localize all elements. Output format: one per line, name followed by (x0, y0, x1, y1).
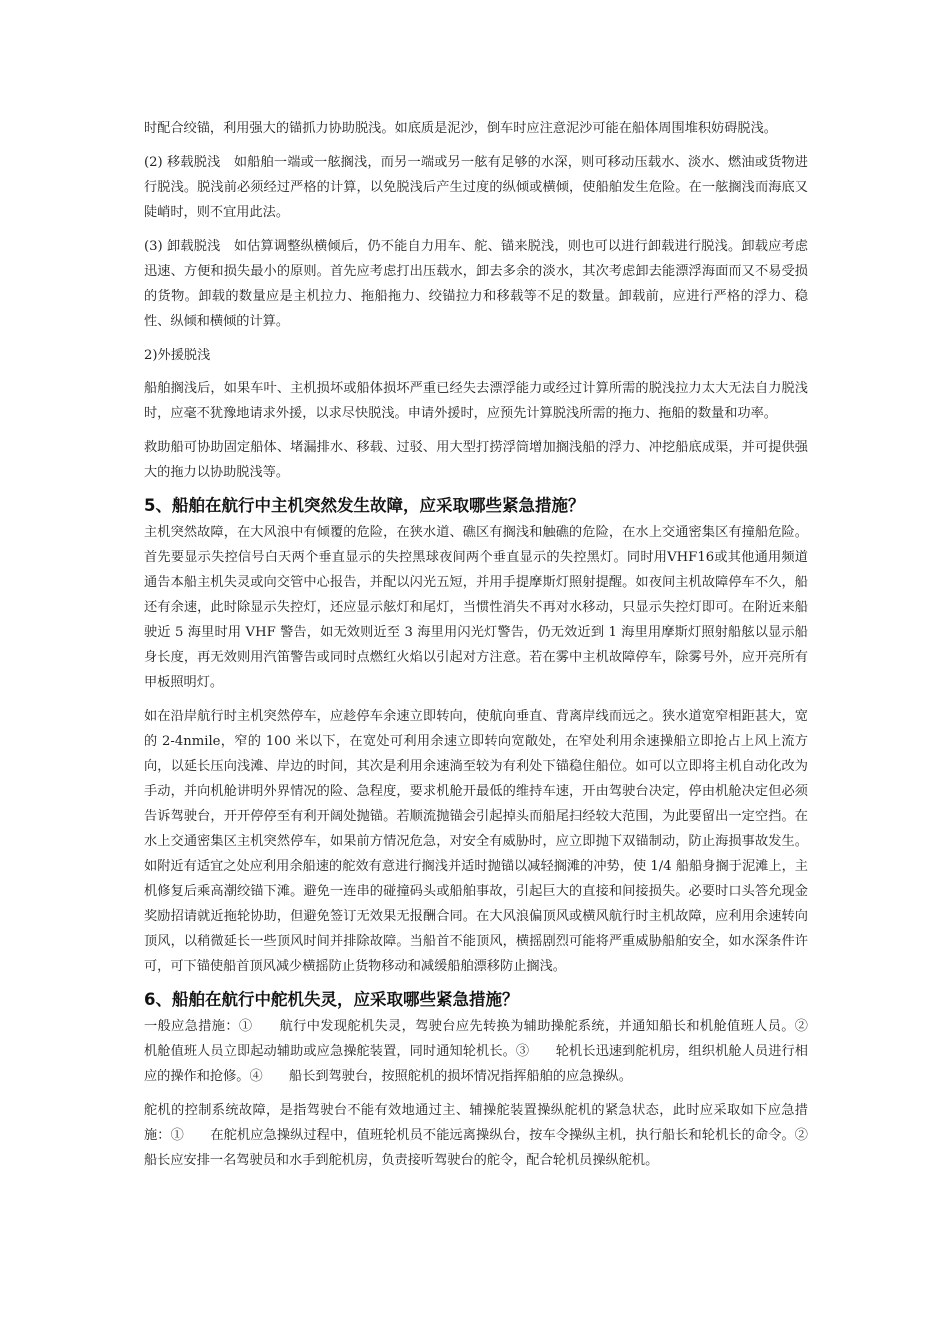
paragraph-continuation: 时配合绞锚，利用强大的锚抓力协助脱浅。如底质是泥沙，倒车时应注意泥沙可能在船体周围堆积妨碍脱浅。 (144, 121, 777, 136)
paragraph-load-shift-refloat: (2) 移载脱浅 如船舶一端或一舷搁浅，而另一端或另一舷有足够的水深，则可移动压载水、淡水、燃油或货物进行脱浅。脱浅前必须经过严格的计算，以免脱浅后产生过度的纵倾或横倾，使船舶发生危险。在一舷搁浅而海底又陡峭时，则不宜用此法。 (144, 155, 808, 220)
paragraph-engine-failure-signals: 主机突然故障，在大风浪中有倾覆的危险，在狭水道、礁区有搁浅和触礁的危险，在水上交通密集区有撞船危险。首先要显示失控信号白天两个垂直显示的失控黑球夜间两个垂直显示的失控黑灯。同时用VHF16或其他通用频道通告本船主机失灵或向交管中心报告，并配以闪光五短，并用手提摩斯灯照射提醒。如夜间主机故障停车不久，船还有余速，此时除显示失控灯，还应显示舷灯和尾灯，当惯性消失不再对水移动，只显示失控灯即可。在附近来船驶近 5 海里时用 VHF 警告，如无效则近至 3 海里用闪光灯警告，仍无效近到 1 海里用摩斯灯照射船舷以显示船身长度，再无效则用汽笛警告或同时点燃红火焰以引起对方注意。若在雾中主机故障停车，除雾号外，应开亮所有甲板照明灯。 (144, 525, 808, 690)
paragraph-external-assist: 船舶搁浅后，如果车叶、主机损坏或船体损坏严重已经失去漂浮能力或经过计算所需的脱浅拉力太大无法自力脱浅时，应毫不犹豫地请求外援，以求尽快脱浅。申请外援时，应预先计算脱浅所需的拖力、拖船的数量和功率。 (144, 381, 808, 421)
document-page (144, 116, 835, 1182)
paragraph-unload-refloat: (3) 卸载脱浅 如估算调整纵横倾后，仍不能自力用车、舵、锚来脱浅，则也可以进行卸载进行脱浅。卸载应考虑迅速、方便和损失最小的原则。首先应考虑打出压载水，卸去多余的淡水，其次考虑卸去能漂浮海面而又不易受损的货物。卸载的数量应是主机拉力、拖船拖力、绞锚拉力和移载等不足的数量。卸载前，应进行严格的浮力、稳性、纵倾和横倾的计算。 (144, 239, 808, 329)
paragraph-salvage-ship: 救助船可协助固定船体、堵漏排水、移载、过驳、用大型打捞浮筒增加搁浅船的浮力、冲挖船底成渠，并可提供强大的拖力以协助脱浅等。 (144, 440, 808, 480)
subheading-external-assist: 2)外援脱浅 (144, 348, 211, 363)
paragraph-engine-failure-coastal: 如在沿岸航行时主机突然停车，应趁停车余速立即转向，使航向垂直、背离岸线而远之。狭水道宽窄相距甚大，宽的 2-4nmile，窄的 100 米以下，在宽处可利用余速立即转向宽敞处，在窄处利用余速操船立即抢占上风上流方向，以延长压向浅滩、岸边的时间，其次是利用余速淌至较为有利处下锚稳住船位。如可以立即将主机自动化改为手动，并向机舱讲明外界情况的险、急程度，要求机舱开最低的维持车速，开由驾驶台决定，停由机舱决定但必须告诉驾驶台，开开停停至有利开阔处抛锚。若顺流抛锚会引起掉头而船尾扫经较大范围，为此要留出一定空挡。在水上交通密集区主机突然停车，如果前方情况危急，对安全有威胁时，应立即抛下双锚制动，防止海损事故发生。如附近有适宜之处应利用余船速的舵效有意进行搁浅并适时抛锚以减轻搁滩的冲势，使 1/4 船船身搁于泥滩上，主机修复后乘高潮绞锚下滩。避免一连串的碰撞码头或船舶事故，引起巨大的直接和间接损失。必要时口头答允现金奖励招请就近拖轮协助，但避免签订无效果无报酬合同。在大风浪偏顶风或横风航行时主机故障，应利用余速转向顶风，以稍微延长一些顶风时间并排除故障。当船首不能顶风，横摇剧烈可能将严重威胁船舶安全，如水深条件许可，可下锚使船首顶风减少横摇防止货物移动和减缓船舶漂移防止搁浅。 (144, 709, 808, 974)
heading-engine-failure: 5、船舶在航行中主机突然发生故障，应采取哪些紧急措施？ (144, 496, 585, 515)
paragraph-steering-general: 一般应急措施：① 航行中发现舵机失灵，驾驶台应先转换为辅助操舵系统，并通知船长和机舱值班人员。② 机舱值班人员立即起动辅助或应急操舵装置，同时通知轮机长。③ 轮机长迅速到舵机房，组织机舱人员进行相应的操作和抢修。④ 船长到驾驶台，按照舵机的损坏情况指挥船舶的应急操纵。 (144, 1019, 835, 1084)
paragraph-steering-control: 舵机的控制系统故障，是指驾驶台不能有效地通过主、辅操舵装置操纵舵机的紧急状态，此时应采取如下应急措施：① 在舵机应急操纵过程中，值班轮机员不能远离操纵台，按车令操纵主机，执行船长和轮机长的命令。② 船长应安排一名驾驶员和水手到舵机房，负责接听驾驶台的舵令，配合轮机员操纵舵机。 (144, 1103, 835, 1168)
heading-steering-failure: 6、船舶在航行中舵机失灵，应采取哪些紧急措施？ (144, 990, 519, 1009)
